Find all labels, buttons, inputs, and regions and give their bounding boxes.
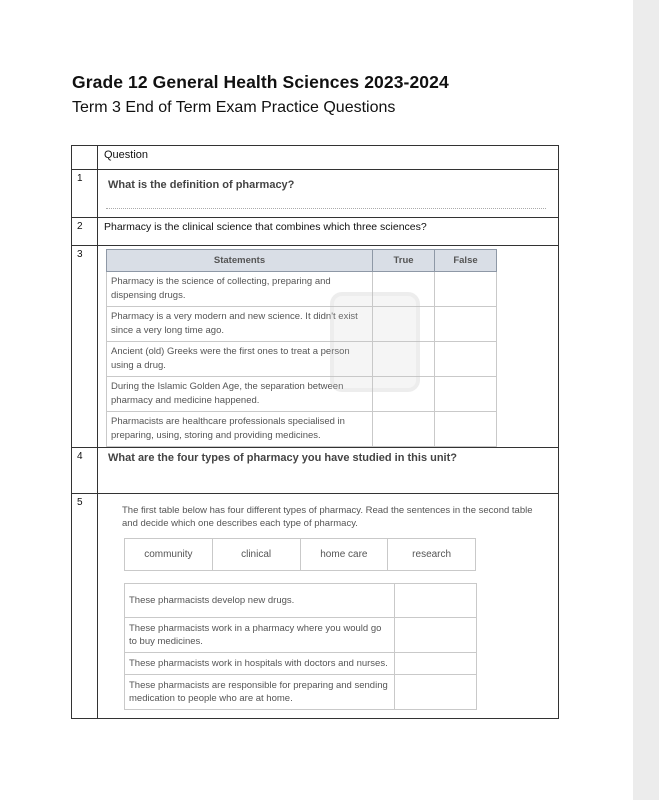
document-title: Grade 12 General Health Sciences 2023-2024 xyxy=(72,72,449,92)
statement-row xyxy=(107,377,497,412)
type-cell: clinical xyxy=(212,539,300,571)
description-text: These pharmacists work in a pharmacy where you would go to buy medicines. xyxy=(125,618,395,653)
question-cell-2 xyxy=(98,218,559,246)
statement-row xyxy=(107,342,497,377)
question-cell-5 xyxy=(98,494,559,719)
description-row xyxy=(125,584,477,618)
question-1-text: What is the definition of pharmacy? xyxy=(108,179,295,191)
question-row-5 xyxy=(72,494,559,719)
statement-row xyxy=(107,307,497,342)
description-row xyxy=(125,675,477,710)
question-number: 1 xyxy=(72,170,98,218)
question-4-text: What are the four types of pharmacy you have studied in this unit? xyxy=(108,452,457,464)
statement-row xyxy=(107,412,497,447)
answer-cell[interactable] xyxy=(395,618,477,653)
viewer-side-strip xyxy=(633,0,659,800)
true-header: True xyxy=(373,250,435,272)
table-header-row xyxy=(72,146,559,170)
statement-row xyxy=(107,272,497,307)
statement-text: During the Islamic Golden Age, the separation between pharmacy and medicine happened. xyxy=(107,377,373,412)
question-header-label: Question xyxy=(104,149,149,161)
description-row xyxy=(125,653,477,675)
question-number: 3 xyxy=(72,246,98,448)
true-false-header xyxy=(107,250,497,272)
false-header: False xyxy=(435,250,497,272)
answer-dotted-line xyxy=(106,207,546,209)
false-answer-cell[interactable] xyxy=(435,377,497,412)
answer-cell[interactable] xyxy=(395,584,477,618)
true-answer-cell[interactable] xyxy=(373,342,435,377)
pharmacy-descriptions-table xyxy=(124,583,477,710)
header-number-cell xyxy=(72,146,98,170)
description-row xyxy=(125,618,477,653)
statements-header: Statements xyxy=(107,250,373,272)
false-answer-cell[interactable] xyxy=(435,412,497,447)
question-cell-4 xyxy=(98,448,559,494)
statement-text: Pharmacy is the science of collecting, preparing and dispensing drugs. xyxy=(107,272,373,307)
question-number: 5 xyxy=(72,494,98,719)
header-question-cell xyxy=(98,146,559,170)
question-row-3 xyxy=(72,246,559,448)
true-false-table xyxy=(106,249,497,447)
answer-cell[interactable] xyxy=(395,653,477,675)
statement-text: Pharmacists are healthcare professionals specialised in preparing, using, storing and providing medicines. xyxy=(107,412,373,447)
false-answer-cell[interactable] xyxy=(435,307,497,342)
question-cell-3 xyxy=(98,246,559,448)
false-answer-cell[interactable] xyxy=(435,342,497,377)
description-text: These pharmacists are responsible for preparing and sending medication to people who are at home. xyxy=(125,675,395,710)
true-answer-cell[interactable] xyxy=(373,412,435,447)
answer-cell[interactable] xyxy=(395,675,477,710)
statement-text: Ancient (old) Greeks were the first ones to treat a person using a drug. xyxy=(107,342,373,377)
question-row-1 xyxy=(72,170,559,218)
pharmacy-types-table xyxy=(124,538,476,571)
true-answer-cell[interactable] xyxy=(373,377,435,412)
pharmacy-tables-wrap xyxy=(124,538,558,710)
question-row-4 xyxy=(72,448,559,494)
true-answer-cell[interactable] xyxy=(373,272,435,307)
question-5-instruction: The first table below has four different types of pharmacy. Read the sentences in the second table and decide which one describes each type of pharmacy. xyxy=(122,505,533,529)
true-answer-cell[interactable] xyxy=(373,307,435,342)
type-cell: home care xyxy=(300,539,388,571)
true-false-wrap xyxy=(98,246,558,447)
question-row-2 xyxy=(72,218,559,246)
question-number: 4 xyxy=(72,448,98,494)
statement-text: Pharmacy is a very modern and new science. It didn't exist since a very long time ago. xyxy=(107,307,373,342)
type-cell: research xyxy=(388,539,476,571)
types-row xyxy=(125,539,476,571)
description-text: These pharmacists develop new drugs. xyxy=(125,584,395,618)
type-cell: community xyxy=(125,539,213,571)
question-cell-1 xyxy=(98,170,559,218)
question-number: 2 xyxy=(72,218,98,246)
question-2-text: Pharmacy is the clinical science that combines which three sciences? xyxy=(104,221,427,233)
document-subtitle: Term 3 End of Term Exam Practice Questions xyxy=(72,99,396,116)
description-text: These pharmacists work in hospitals with doctors and nurses. xyxy=(125,653,395,675)
false-answer-cell[interactable] xyxy=(435,272,497,307)
questions-table xyxy=(71,145,559,719)
